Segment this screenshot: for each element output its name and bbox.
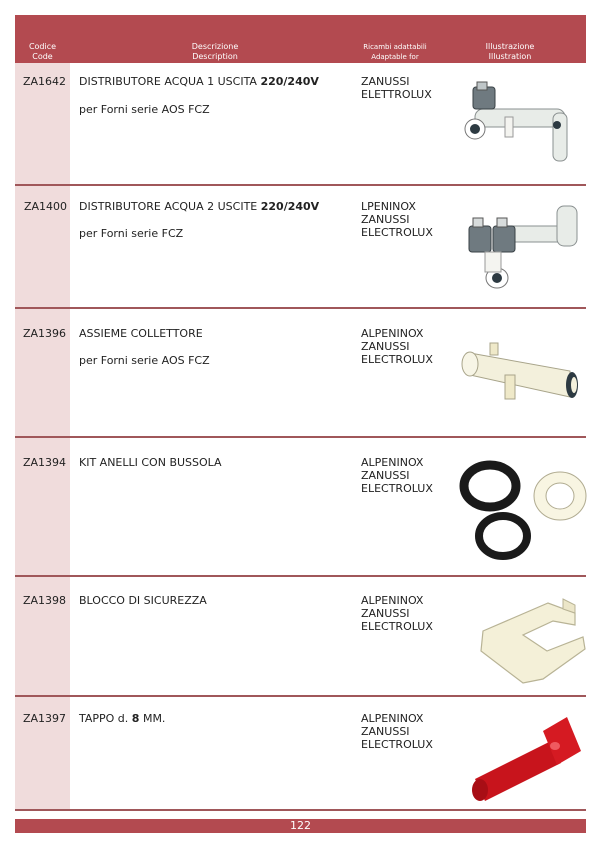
collector-icon bbox=[450, 335, 590, 415]
header-illustration-it: Illustrazione bbox=[485, 42, 535, 51]
header-description-it: Descrizione bbox=[191, 42, 239, 51]
page-number: 122 bbox=[290, 819, 311, 832]
product-code: ZA1398 bbox=[23, 594, 67, 607]
description-text: DISTRIBUTORE ACQUA 2 USCITE bbox=[79, 200, 261, 213]
description-bold: 220/240V bbox=[260, 75, 319, 88]
brand: ZANUSSI bbox=[361, 340, 410, 353]
brand: ALPENINOX bbox=[361, 594, 424, 607]
header-code-en: Code bbox=[32, 52, 53, 61]
safety-clip-icon bbox=[463, 591, 598, 691]
brand: ZANUSSI bbox=[361, 213, 410, 226]
description-bold: 8 bbox=[131, 712, 140, 725]
compatible-brands bbox=[361, 712, 433, 751]
description-text: TAPPO d. bbox=[79, 712, 132, 725]
header-illustration-en: Illustration bbox=[488, 52, 532, 61]
brand: ELECTROLUX bbox=[361, 353, 433, 366]
brand: ZANUSSI bbox=[361, 725, 410, 738]
header-adaptable-it: Ricambi adattabili bbox=[363, 43, 427, 51]
brand: ELETTROLUX bbox=[361, 88, 432, 101]
product-description bbox=[79, 712, 165, 725]
header-adaptable bbox=[355, 42, 435, 62]
table-row bbox=[15, 697, 586, 809]
table-row bbox=[15, 63, 586, 185]
product-description bbox=[79, 75, 319, 88]
header-illustration bbox=[470, 42, 550, 62]
product-subtitle: per Forni serie AOS FCZ bbox=[79, 103, 210, 116]
compatible-brands bbox=[361, 200, 433, 239]
compatible-brands bbox=[361, 327, 433, 366]
brand: ELECTROLUX bbox=[361, 226, 433, 239]
footer-bar bbox=[15, 819, 586, 833]
brand: ZANUSSI bbox=[361, 607, 410, 620]
header-description bbox=[70, 42, 360, 62]
product-description bbox=[79, 327, 203, 340]
compatible-brands bbox=[361, 594, 433, 633]
description-text: ASSIEME COLLETTORE bbox=[79, 327, 203, 340]
red-cap-icon bbox=[463, 711, 598, 807]
table-row bbox=[15, 186, 586, 308]
header-adaptable-en: Adaptable for bbox=[371, 53, 419, 61]
product-code: ZA1397 bbox=[23, 712, 67, 725]
description-text: KIT ANELLI CON BUSSOLA bbox=[79, 456, 222, 469]
header-description-en: Description bbox=[192, 52, 238, 61]
top-band bbox=[0, 0, 600, 14]
header-code-it: Codice bbox=[28, 42, 57, 51]
brand: ALPENINOX bbox=[361, 327, 424, 340]
brand: ELECTROLUX bbox=[361, 482, 433, 495]
brand: ALPENINOX bbox=[361, 712, 424, 725]
table-row bbox=[15, 577, 586, 695]
row-separator bbox=[15, 809, 586, 811]
ring-kit-icon bbox=[458, 458, 588, 563]
product-subtitle: per Forni serie AOS FCZ bbox=[79, 354, 210, 367]
header-code bbox=[15, 42, 70, 62]
description-text-after: MM. bbox=[139, 712, 166, 725]
brand: LPENINOX bbox=[361, 200, 416, 213]
product-code: ZA1400 bbox=[24, 200, 68, 213]
description-bold: 220/240V bbox=[260, 200, 320, 213]
product-code: ZA1396 bbox=[23, 327, 67, 340]
product-subtitle: per Forni serie FCZ bbox=[79, 227, 184, 240]
compatible-brands bbox=[361, 456, 433, 495]
brand: ELECTROLUX bbox=[361, 620, 433, 633]
description-text: DISTRIBUTORE ACQUA 1 USCITA bbox=[79, 75, 261, 88]
brand: ALPENINOX bbox=[361, 456, 424, 469]
brand: ELECTROLUX bbox=[361, 738, 433, 751]
compatible-brands bbox=[361, 75, 432, 101]
table-row bbox=[15, 309, 586, 437]
product-code: ZA1394 bbox=[23, 456, 67, 469]
description-text: BLOCCO DI SICUREZZA bbox=[79, 594, 207, 607]
valve-1-outlet-icon bbox=[445, 77, 585, 167]
product-description bbox=[79, 594, 207, 607]
product-description bbox=[79, 456, 222, 469]
brand: ZANUSSI bbox=[361, 75, 410, 88]
valve-2-outlet-icon bbox=[447, 200, 592, 295]
brand: ZANUSSI bbox=[361, 469, 410, 482]
product-code: ZA1642 bbox=[23, 75, 67, 88]
product-description bbox=[79, 200, 319, 213]
table-row bbox=[15, 438, 586, 575]
